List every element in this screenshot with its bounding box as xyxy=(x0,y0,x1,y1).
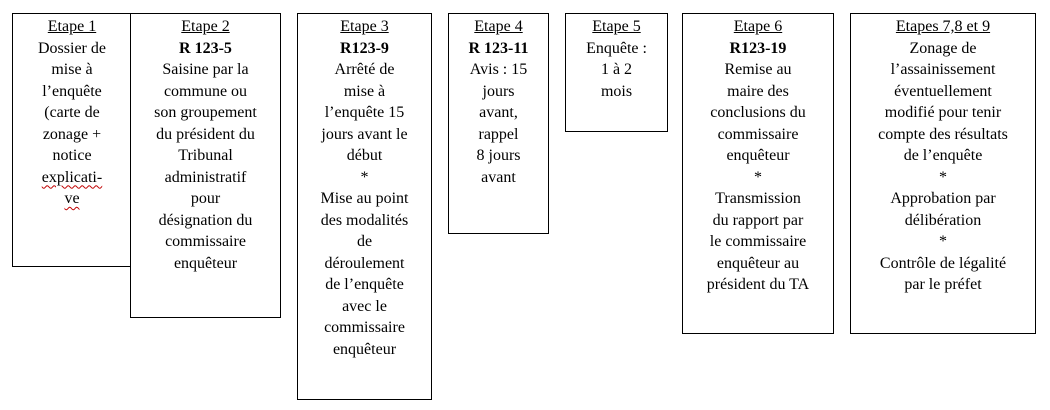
step-3-line: de l’enquête xyxy=(325,276,404,293)
step-6-line: maire des xyxy=(727,82,789,100)
step-3-line: début xyxy=(346,147,383,164)
step-1-line: explicati- xyxy=(41,168,103,186)
step-7-8-9-line: compte des résultats xyxy=(878,125,1008,143)
step-6-line: président du TA xyxy=(706,276,810,293)
step-2-reference: R 123-5 xyxy=(179,39,232,57)
step-3-line: de xyxy=(356,233,373,250)
step-7-8-9-separator: * xyxy=(939,168,947,186)
step-2-line: pour xyxy=(190,190,221,207)
step-7-8-9-separator: * xyxy=(939,233,947,250)
step-6-line: enquêteur xyxy=(726,147,790,164)
step-2-line: administratif xyxy=(164,168,247,186)
step-2-line: commissaire xyxy=(165,233,246,250)
step-2-line: du président du xyxy=(156,125,255,143)
step-4-box xyxy=(448,13,549,234)
step-3-line: enquêteur xyxy=(332,340,397,358)
step-4-line: jours xyxy=(482,82,515,100)
step-7-8-9-line: Approbation par xyxy=(890,190,996,207)
step-7-8-9-line: l’assainissement xyxy=(890,61,996,78)
step-3-separator: * xyxy=(360,168,369,186)
step-3-title: Etape 3 xyxy=(340,18,389,35)
step-4-line: 8 jours xyxy=(476,147,521,164)
step-2-line: Saisine par la xyxy=(162,61,249,78)
step-7-8-9-line: Zonage de xyxy=(909,39,977,57)
step-6-line: du rapport par xyxy=(712,211,804,229)
step-6-box xyxy=(682,13,834,334)
step-7-8-9-line: de l’enquête xyxy=(903,147,983,164)
step-6-line: enquêteur au xyxy=(716,254,800,272)
step-4-reference: R 123-11 xyxy=(468,39,529,57)
step-3-line: déroulement xyxy=(324,254,405,272)
step-6-line: commissaire xyxy=(717,125,799,143)
step-2-line: son groupement xyxy=(154,104,257,121)
step-7-8-9-title: Etapes 7,8 et 9 xyxy=(895,18,991,35)
step-3-line: commissaire xyxy=(324,319,405,336)
step-3-line: l’enquête 15 xyxy=(324,104,405,121)
step-2-line: commune ou xyxy=(163,82,248,100)
step-3-line: jours avant le xyxy=(321,125,408,143)
step-5-line: 1 à 2 xyxy=(600,61,633,78)
step-7-8-9-line: modifié pour tenir xyxy=(884,104,1002,121)
step-1-title: Etape 1 xyxy=(47,18,97,35)
step-4-title: Etape 4 xyxy=(474,18,523,35)
step-2-line: Tribunal xyxy=(178,147,233,164)
step-4-line: rappel xyxy=(478,125,519,143)
step-6-line: Remise au xyxy=(724,61,792,78)
step-3-reference: R123-9 xyxy=(340,39,389,57)
step-5-line: mois xyxy=(600,82,633,100)
step-3-line: des modalités xyxy=(320,211,409,229)
step-1-line: l’enquête xyxy=(42,82,102,100)
step-1-line: ve xyxy=(64,190,80,207)
step-7-8-9-line: par le préfet xyxy=(904,276,982,293)
step-4-line: avant, xyxy=(479,104,518,121)
step-1-line: notice xyxy=(52,147,92,164)
step-7-8-9-line: Contrôle de légalité xyxy=(879,254,1007,272)
step-1-line: mise à xyxy=(51,61,93,78)
step-3-line: Arrêté de xyxy=(334,61,395,78)
step-3-box xyxy=(297,13,432,400)
step-6-separator: * xyxy=(754,168,762,186)
step-7-8-9-box xyxy=(850,13,1036,334)
step-4-line: avant xyxy=(481,168,516,186)
step-5-line: Enquête : xyxy=(586,39,647,57)
step-1-box xyxy=(12,13,132,267)
step-1-line: Dossier de xyxy=(38,39,106,57)
step-3-line: mise à xyxy=(343,82,386,100)
step-2-line: désignation du xyxy=(158,211,253,229)
step-7-8-9-line: délibération xyxy=(904,211,982,229)
step-6-line: le commissaire xyxy=(709,233,807,250)
step-2-box xyxy=(130,13,281,318)
step-3-line: avec le xyxy=(342,297,387,315)
step-6-title: Etape 6 xyxy=(733,18,783,35)
step-6-line: conclusions du xyxy=(710,104,806,121)
step-7-8-9-line: éventuellement xyxy=(894,82,992,100)
step-5-box xyxy=(565,13,668,132)
step-5-title: Etape 5 xyxy=(592,18,641,35)
step-2-title: Etape 2 xyxy=(181,18,230,35)
step-6-reference: R123-19 xyxy=(729,39,787,57)
step-4-line: Avis : 15 xyxy=(469,61,528,78)
step-6-line: Transmission xyxy=(715,190,801,207)
step-2-line: enquêteur xyxy=(173,254,238,272)
step-1-line: (carte de xyxy=(44,104,100,121)
step-1-line: zonage + xyxy=(42,125,102,143)
step-3-line: Mise au point xyxy=(320,190,409,207)
